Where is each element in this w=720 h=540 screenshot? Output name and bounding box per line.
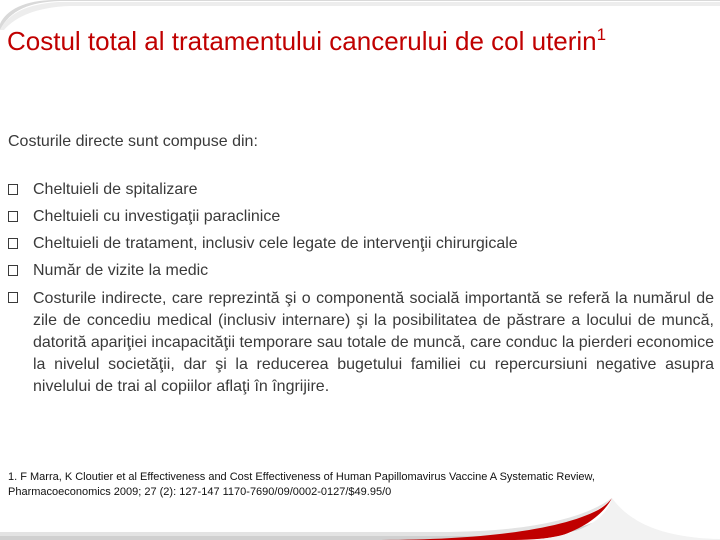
square-bullet-icon: [8, 211, 18, 222]
bullet-list: [8, 180, 714, 398]
list-item-text: Costurile indirecte, care reprezintă şi o componentă socială importantă se referă la numărul de zile de concediu medical (inclusiv internare) şi la posibilitatea de păstrare a locului de muncă, datorită apariţiei incapacităţii temporare sau totale de muncă, care conduc la pierderi economice la nivelul societăţii, dar şi la reducerea bugetului familiei cu repercursiuni negative asupra nivelului de trai al copiilor aflaţi în îngrijire.: [33, 290, 714, 395]
list-item: [8, 207, 714, 227]
square-bullet-icon: [8, 238, 18, 249]
list-item: [8, 180, 714, 200]
footnote-line: 1. F Marra, K Cloutier et al Effectiveness and Cost Effectiveness of Human Papillomavirus Vaccine A Systematic Review,: [8, 471, 595, 483]
list-item-text: Cheltuieli de tratament, inclusiv cele legate de intervenţii chirurgicale: [33, 235, 518, 252]
title-superscript: 1: [596, 25, 607, 44]
list-item: [8, 261, 714, 281]
list-item-text: Cheltuieli de spitalizare: [33, 181, 198, 198]
square-bullet-icon: [8, 184, 18, 195]
list-item-text: Cheltuieli cu investigaţii paraclinice: [33, 208, 281, 225]
footnote-line: Pharmacoeconomics 2009; 27 (2): 127-147 1170-7690/09/0002-0127/$49.95/0: [8, 486, 392, 498]
title-text: Costul total al tratamentului cancerului de col uterin: [7, 26, 597, 56]
square-bullet-icon: [8, 265, 18, 276]
bottom-decorative-swoosh: [0, 480, 720, 540]
intro-text: Costurile directe sunt compuse din:: [8, 133, 258, 150]
list-item-text: Număr de vizite la medic: [33, 262, 209, 279]
square-bullet-icon: [8, 292, 18, 303]
list-item: [8, 288, 714, 398]
list-item: [8, 234, 714, 254]
page-title: [7, 24, 713, 58]
